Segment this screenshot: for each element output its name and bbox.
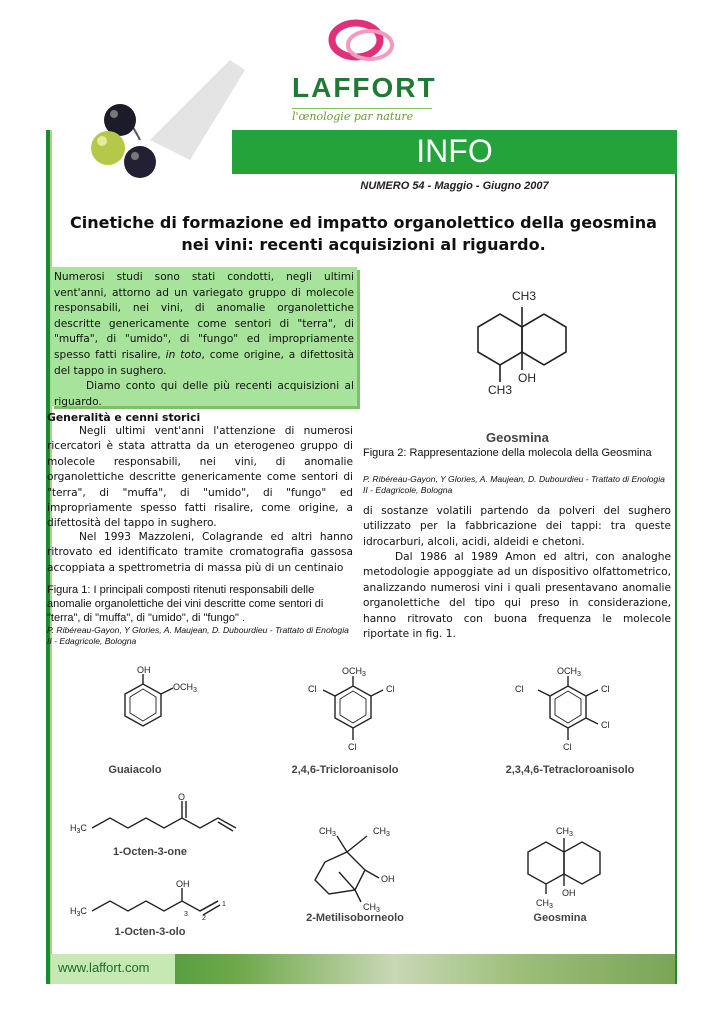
molecule-label-tetracloroanisolo: 2,3,4,6-Tetracloroanisolo bbox=[505, 764, 635, 776]
brand-tagline: l'œnologie par nature bbox=[292, 108, 432, 123]
svg-text:OCH3: $OCH_3$ bbox=[557, 666, 581, 678]
svg-text:OCH3: $OCH_3$ bbox=[173, 682, 197, 694]
geosmina-label: Geosmina bbox=[486, 430, 549, 445]
svg-text:H3C: $H_3C$ bbox=[70, 906, 87, 918]
abstract-part1: Numerosi studi sono stati condotti, negli ultimi vent'anni, attorno ad un variegato gruppo di molecole responsabili, nei vini, di anomalie organolettiche descritte genericamente come sentori di "terra", di "muffa", di "umido", di "fungo" ed impropriamente spesso fatti risalire, bbox=[54, 271, 354, 361]
molecule-label-metilisoborneolo: 2-Metilisoborneolo bbox=[306, 912, 404, 924]
molecule-octenone bbox=[70, 792, 240, 845]
abstract-italic: in toto bbox=[165, 348, 202, 361]
article-title: Cinetiche di formazione ed impatto organolettico della geosmina nei vini: recenti acquisizioni al riguardo. bbox=[70, 213, 657, 254]
website-link[interactable]: www.laffort.com bbox=[58, 960, 150, 975]
svg-text:CH3: $CH_3$ bbox=[536, 898, 553, 910]
svg-text:OCH3: $OCH_3$ bbox=[342, 666, 366, 678]
molecule-label-guaiacolo: Guaiacolo bbox=[108, 764, 162, 776]
brand-name: LAFFORT bbox=[292, 72, 437, 103]
abstract-paragraph-2: Diamo conto qui delle più recenti acquisizioni al riguardo. bbox=[54, 380, 354, 408]
molecule-octenolo bbox=[70, 878, 240, 923]
figure2-reference: P. Ribéreau-Gayon, Y Glories, A. Maujean, D. Dubourdieu - Trattato di Enologia II - Edagricole, Bologna bbox=[363, 474, 665, 495]
body-paragraph-1: Negli ultimi vent'anni l'attenzione di numerosi ricercatori è stata attratta da un eterogeneo gruppo di molecole responsabili, nei vini, di anomalie organolettiche descritte genericamente come sentori di "terra", di "muffa", di "umido", di "fungo" ed impropriamente spesso fatti risalire, come origine, a difettosità del tappo in sughero. bbox=[47, 425, 353, 530]
abstract-part2: , come origine, a difettosità del tappo in sughero. bbox=[54, 348, 354, 377]
svg-text:CH3: $CH_3$ bbox=[556, 826, 573, 838]
section-heading: Generalità e cenni storici bbox=[47, 411, 201, 424]
molecule-metilisoborneolo bbox=[295, 822, 425, 914]
molecule-guaiacolo bbox=[95, 666, 225, 761]
svg-text:H3C: $H_3C$ bbox=[70, 823, 87, 835]
frame-right-border bbox=[675, 130, 677, 984]
svg-text:CH3: $CH_3$ bbox=[373, 826, 390, 838]
body-paragraph-4: Dal 1986 al 1989 Amon ed altri, con analoghe metodologie appoggiate ad un dispositivo olfattometrico, analizzando numerosi vini i quali presentavano anomalie organolettiche del tipo qui preso in considerazione, hanno ritrovato con buona frequenza le molecole riportate in fig. 1. bbox=[363, 551, 671, 641]
laffort-logo-icon bbox=[322, 18, 402, 66]
molecule-label-geosmina: Geosmina bbox=[533, 912, 587, 924]
svg-text:OH: OH bbox=[562, 888, 576, 898]
geosmina-ch3-bottom: CH3 bbox=[488, 383, 513, 397]
svg-text:3: 3 bbox=[184, 911, 188, 918]
info-banner-title: INFO bbox=[416, 133, 493, 169]
abstract-text bbox=[54, 270, 354, 410]
grapes-icon bbox=[80, 40, 250, 200]
svg-text:1: 1 bbox=[222, 901, 226, 908]
molecule-geosmina bbox=[520, 822, 630, 914]
svg-text:OH: OH bbox=[381, 874, 395, 884]
geosmina-structure-figure bbox=[468, 282, 588, 447]
svg-text:Cl: Cl bbox=[308, 684, 317, 694]
svg-text:Cl: Cl bbox=[515, 684, 524, 694]
svg-text:OH: OH bbox=[176, 879, 190, 889]
svg-text:Cl: Cl bbox=[563, 742, 572, 752]
molecule-label-octenolo: 1-Octen-3-olo bbox=[114, 926, 186, 938]
molecule-label-octenone: 1-Octen-3-one bbox=[113, 846, 187, 858]
svg-text:Cl: Cl bbox=[601, 684, 610, 694]
body-paragraph-2: Nel 1993 Mazzoleni, Colagrande ed altri hanno ritrovato ed identificato tramite cromatografia gassosa accoppiata a spettrometria di massa più di un centinaio bbox=[47, 531, 353, 574]
geosmina-oh: OH bbox=[518, 371, 536, 385]
svg-text:Cl: Cl bbox=[386, 684, 395, 694]
svg-text:CH3: $CH_3$ bbox=[319, 826, 336, 838]
svg-text:Cl: Cl bbox=[348, 742, 357, 752]
svg-text:CH3: $CH_3$ bbox=[363, 902, 380, 914]
geosmina-ch3-top: CH3 bbox=[512, 289, 537, 303]
molecule-tetracloroanisolo bbox=[505, 666, 635, 761]
figure1-caption: Figura 1: I principali composti ritenuti responsabili delle anomalie organolettiche dei vini descritte come sentori di "terra", di "muffa", di "umido", di "fungo" . bbox=[47, 584, 324, 624]
issue-number: NUMERO 54 - Maggio - Giugno 2007 bbox=[360, 180, 549, 192]
molecule-tricloroanisolo bbox=[290, 666, 420, 761]
body-paragraph-3: di sostanze volatili partendo da polveri del sughero utilizzato per la fabbricazione dei tappi: tra queste idrocarburi, alcoli, acidi, aldeidi e chetoni. bbox=[363, 505, 671, 548]
svg-text:OH: OH bbox=[137, 665, 151, 675]
molecule-label-tricloroanisolo: 2,4,6-Tricloroanisolo bbox=[291, 764, 399, 776]
svg-text:2: 2 bbox=[202, 915, 206, 922]
svg-text:Cl: Cl bbox=[601, 720, 610, 730]
figure2-caption: Figura 2: Rappresentazione della molecola della Geosmina bbox=[363, 447, 652, 459]
svg-text:O: O bbox=[178, 792, 186, 802]
figure1-reference: P. Ribéreau-Gayon, Y Glories, A. Maujean, D. Dubourdieu - Trattato di Enologia II - Edagricole, Bologna bbox=[47, 625, 349, 646]
